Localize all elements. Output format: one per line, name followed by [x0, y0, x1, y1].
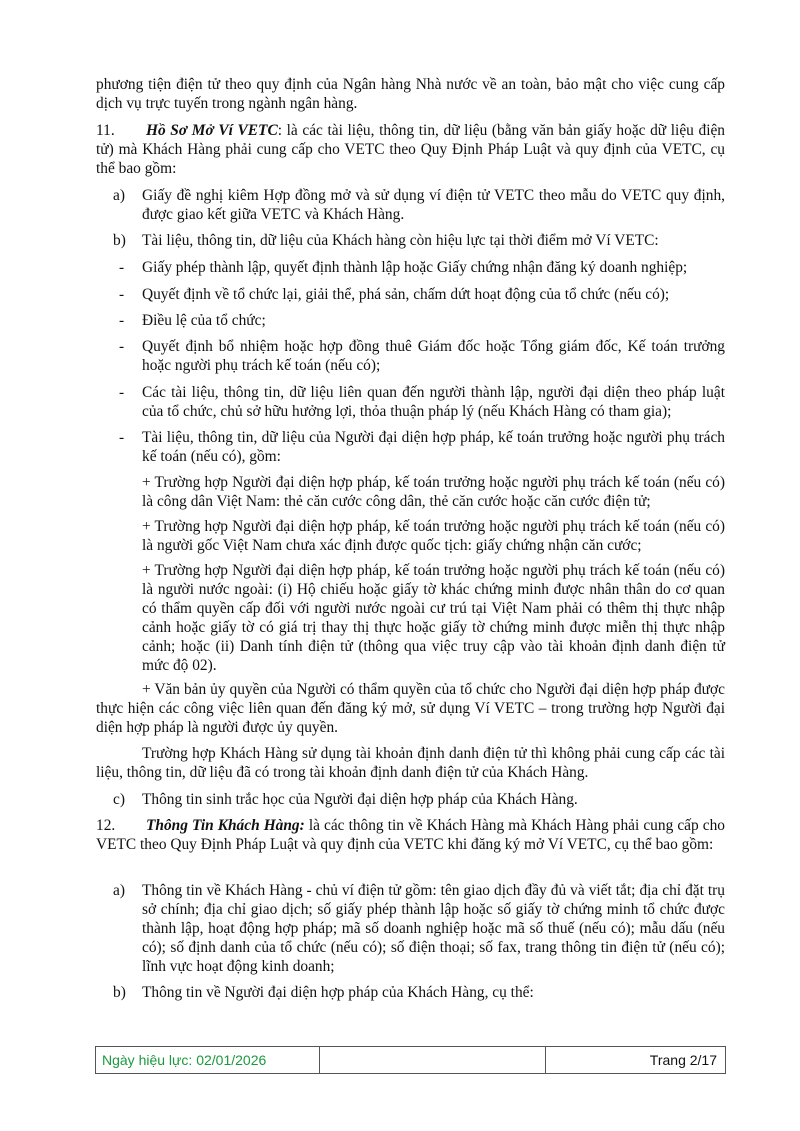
- plus-item-foreigner: + Trường hợp Người đại diện hợp pháp, kế toán trưởng hoặc người phụ trách kế toán (nếu có) là người nước ngoài: (i) Hộ chiếu hoặc giấy tờ khác chứng minh được nhân thân do cơ quan có thẩm quyền cấp đối với người nước ngoài cư trú tại Việt Nam phải có thêm thị thực nhập cảnh hoặc giấy tờ có giá trị thay thị thực hoặc giấy tờ chứng minh được miễn thị thực nhập cảnh; hoặc (ii) Danh tính điện tử (thông qua việc truy cập vào tài khoản định danh điện tử mức độ 02).: [142, 562, 725, 674]
- item-label: a): [113, 882, 125, 899]
- item-text: Tài liệu, thông tin, dữ liệu của Khách hàng còn hiệu lực tại thời điểm mở Ví VETC:: [142, 232, 659, 249]
- item-text: Thông tin sinh trắc học của Người đại diện hợp pháp của Khách Hàng.: [142, 791, 578, 808]
- dash-text: Quyết định về tổ chức lại, giải thể, phá sản, chấm dứt hoạt động của tổ chức (nếu có);: [142, 286, 670, 303]
- item-text: Thông tin về Khách Hàng - chủ ví điện tử gồm: tên giao dịch đầy đủ và viết tắt; địa chỉ đặt trụ sở chính; địa chỉ giao dịch; số giấy phép thành lập hoặc số giấy tờ chứng minh tổ chức được thành lập, hoạt động hợp pháp; mã số doanh nghiệp hoặc mã số thuế (nếu có); mẫu dấu (nếu có); số định danh của tổ chức (nếu có); số điện thoại; số fax, trang thông tin điện tử (nếu có); lĩnh vực hoạt động kinh doanh;: [142, 882, 725, 975]
- dash-item: [119, 383, 725, 421]
- authorization-paragraph: + Văn bản ủy quyền của Người có thẩm quyền của tổ chức cho Người đại diện hợp pháp được thực hiện các công việc liên quan đến đăng ký mở, sử dụng Ví VETC – trong trường hợp Người đại diện hợp pháp là người được ủy quyền.: [96, 681, 725, 736]
- dash-item: [119, 337, 725, 375]
- item-12a: [113, 881, 725, 976]
- dash-bullet: -: [119, 429, 125, 446]
- effective-date: Ngày hiệu lực: 02/01/2026: [96, 1047, 320, 1073]
- item-11b: [113, 231, 725, 250]
- section-title: Hồ Sơ Mở Ví VETC: [146, 122, 278, 139]
- section-text: là các thông tin về Khách Hàng mà Khách Hàng phải cung cấp cho VETC theo Quy Định Pháp Luật và quy định của VETC khi đăng ký mở Ví VETC, cụ thể bao gồm:: [96, 817, 725, 853]
- item-text: Giấy đề nghị kiêm Hợp đồng mở và sử dụng ví điện tử VETC theo mẫu do VETC quy định, được giao kết giữa VETC và Khách Hàng.: [142, 187, 725, 223]
- dash-item: [119, 285, 725, 304]
- item-11c: [113, 790, 725, 809]
- dash-bullet: -: [119, 286, 125, 303]
- dash-bullet: -: [119, 338, 125, 355]
- dash-bullet: -: [119, 259, 125, 276]
- dash-text: Điều lệ của tổ chức;: [142, 312, 266, 329]
- ekyc-note: Trường hợp Khách Hàng sử dụng tài khoản định danh điện tử thì không phải cung cấp các tài liệu, thông tin, dữ liệu đã có trong tài khoản định danh điện tử của Khách Hàng.: [96, 745, 725, 781]
- item-label: b): [113, 984, 126, 1001]
- section-number: 11.: [96, 122, 115, 139]
- section-title: Thông Tin Khách Hàng:: [146, 817, 305, 834]
- plus-item-citizen: + Trường hợp Người đại diện hợp pháp, kế toán trưởng hoặc người phụ trách kế toán (nếu có) là công dân Việt Nam: thẻ căn cước công dân, thẻ căn cước hoặc căn cước điện tử;: [142, 474, 725, 510]
- page-footer: [95, 1046, 726, 1074]
- page-number: Trang 2/17: [649, 1052, 717, 1068]
- dash-item: [119, 258, 725, 277]
- dash-text: Giấy phép thành lập, quyết định thành lập hoặc Giấy chứng nhận đăng ký doanh nghiệp;: [142, 259, 688, 276]
- item-11a: [113, 186, 725, 224]
- intro-paragraph: phương tiện điện tử theo quy định của Ngân hàng Nhà nước về an toàn, bảo mật cho việc cung cấp dịch vụ trực tuyến trong ngành ngân hàng.: [96, 76, 725, 112]
- dash-item: [119, 311, 725, 330]
- item-12b: [113, 983, 725, 1002]
- item-text: Thông tin về Người đại diện hợp pháp của Khách Hàng, cụ thể:: [142, 984, 534, 1001]
- dash-bullet: -: [119, 312, 125, 329]
- section-12: [96, 816, 725, 854]
- section-11: [96, 121, 725, 178]
- item-label: b): [113, 232, 126, 249]
- item-label: c): [113, 791, 125, 808]
- item-label: a): [113, 187, 125, 204]
- dash-text: Quyết định bổ nhiệm hoặc hợp đồng thuê Giám đốc hoặc Tổng giám đốc, Kế toán trưởng hoặc người phụ trách kế toán (nếu có);: [142, 338, 725, 374]
- dash-text: Tài liệu, thông tin, dữ liệu của Người đại diện hợp pháp, kế toán trưởng hoặc người phụ trách kế toán (nếu có), gồm:: [142, 429, 725, 465]
- dash-item: [119, 428, 725, 466]
- dash-bullet: -: [119, 384, 125, 401]
- plus-item-stateless: + Trường hợp Người đại diện hợp pháp, kế toán trưởng hoặc người phụ trách kế toán (nếu có) là người gốc Việt Nam chưa xác định được quốc tịch: giấy chứng nhận căn cước;: [142, 518, 725, 554]
- dash-text: Các tài liệu, thông tin, dữ liệu liên quan đến người thành lập, người đại diện theo pháp luật của tổ chức, chủ sở hữu hưởng lợi, thỏa thuận pháp lý (nếu Khách Hàng có tham gia);: [142, 384, 725, 420]
- section-number: 12.: [96, 817, 116, 834]
- section-text: : là các tài liệu, thông tin, dữ liệu (bằng văn bản giấy hoặc dữ liệu điện tử) mà Khách Hàng phải cung cấp cho VETC theo Quy Định Pháp Luật và quy định của VETC, cụ thể bao gồm:: [96, 122, 725, 177]
- footer-blank-cell: [320, 1047, 546, 1073]
